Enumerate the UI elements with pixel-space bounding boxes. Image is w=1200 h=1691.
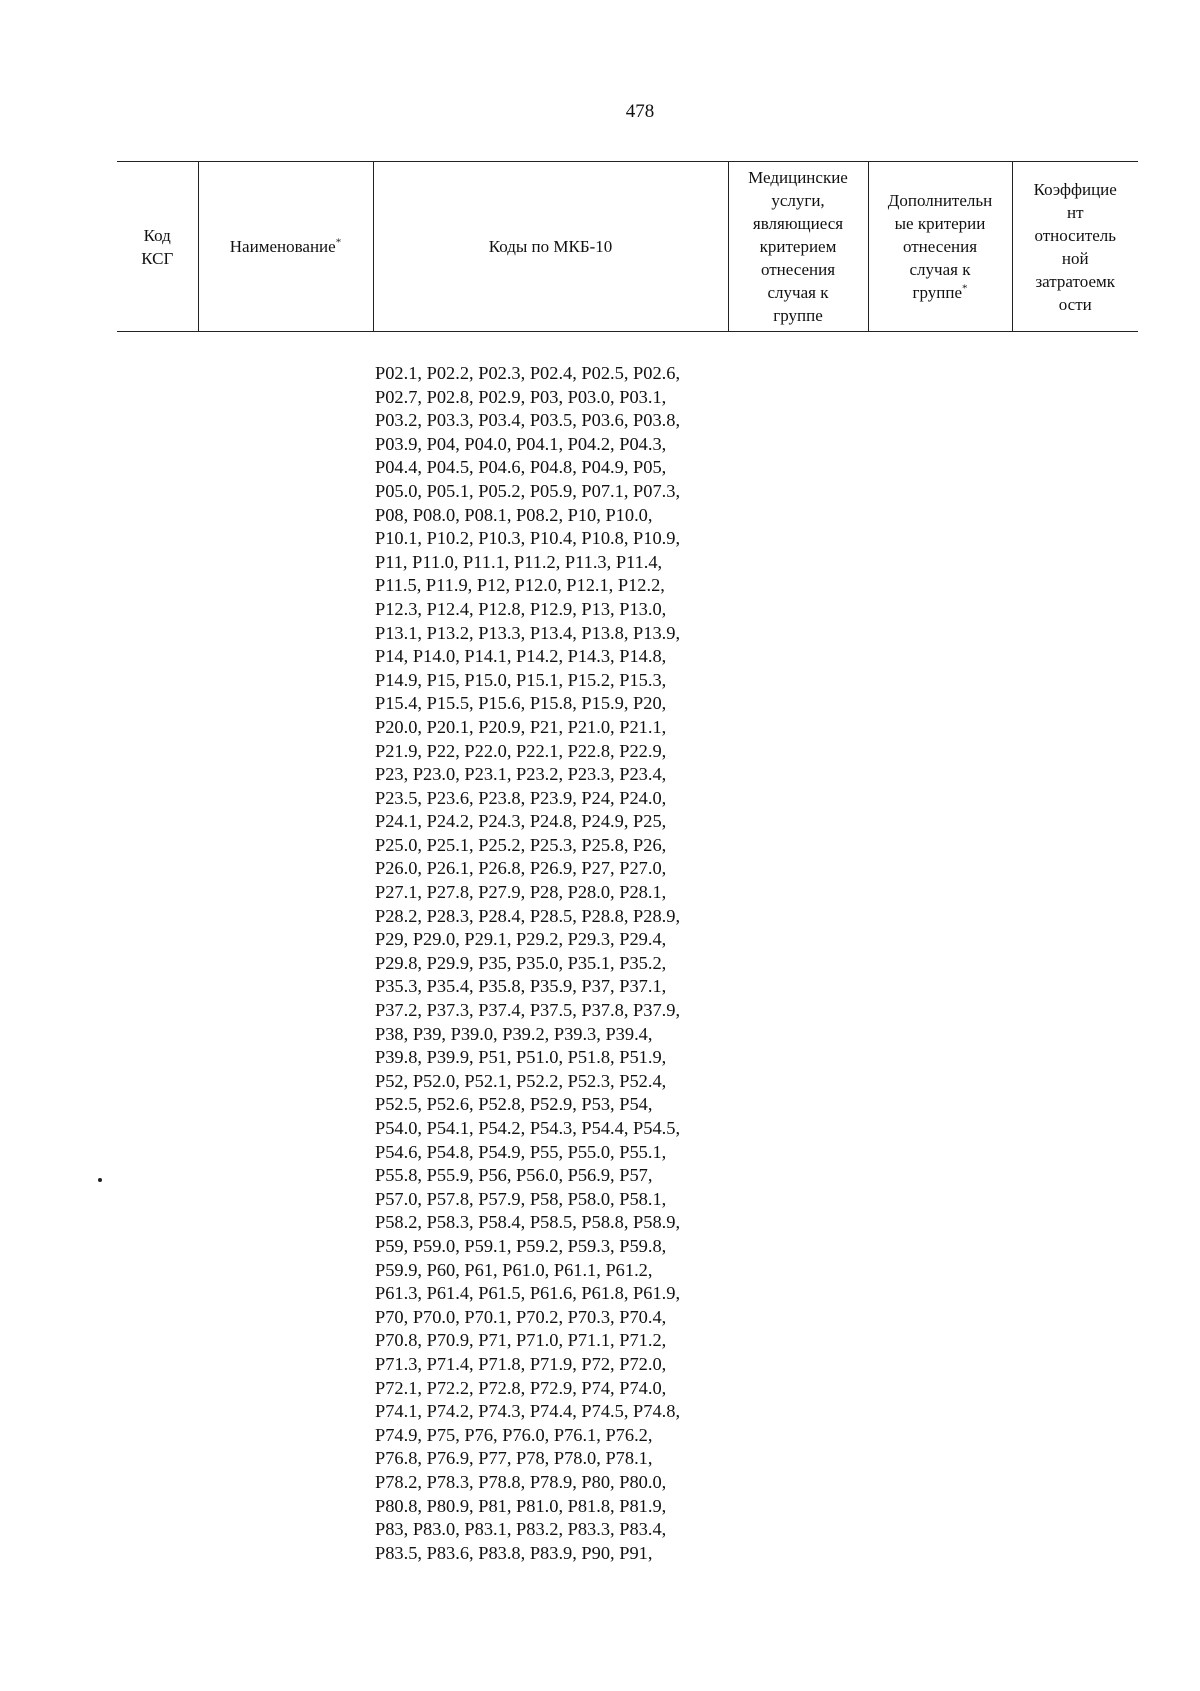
header-line: ые критерии xyxy=(894,214,986,233)
header-line: услуги, xyxy=(771,191,825,210)
header-name-footnote-mark: * xyxy=(335,236,342,249)
mkb-code-line: P08, P08.0, P08.1, P08.2, P10, P10.0, xyxy=(375,504,653,525)
mkb-code-line: P10.1, P10.2, P10.3, P10.4, P10.8, P10.9, xyxy=(375,528,681,549)
mkb-code-line: P55.8, P55.9, P56, P56.0, P56.9, P57, xyxy=(375,1165,653,1186)
mkb-code-line: P14, P14.0, P14.1, P14.2, P14.3, P14.8, xyxy=(375,646,667,667)
page-number: 478 xyxy=(625,101,655,122)
header-medical-services-lines xyxy=(731,166,866,327)
header-line: критерием xyxy=(759,237,837,256)
mkb-code-line: P74.9, P75, P76, P76.0, P76.1, P76.2, xyxy=(375,1424,653,1445)
mkb-code-line: P74.1, P74.2, P74.3, P74.4, P74.5, P74.8, xyxy=(375,1401,681,1422)
header-line: группе xyxy=(773,306,823,325)
ksg-table xyxy=(117,161,1138,332)
header-line: ости xyxy=(1058,294,1092,314)
header-line: нт xyxy=(1066,202,1084,222)
header-mkb-codes-label: Коды по МКБ-10 xyxy=(488,237,613,256)
mkb-code-line: P14.9, P15, P15.0, P15.1, P15.2, P15.3, xyxy=(375,669,667,690)
mkb-code-line: P37.2, P37.3, P37.4, P37.5, P37.8, P37.9, xyxy=(375,1000,681,1021)
mkb-code-line: P21.9, P22, P22.0, P22.1, P22.8, P22.9, xyxy=(375,740,667,761)
mkb-code-line: P25.0, P25.1, P25.2, P25.3, P25.8, P26, xyxy=(375,834,667,855)
mkb-code-line: P20.0, P20.1, P20.9, P21, P21.0, P21.1, xyxy=(375,716,667,737)
header-coefficient xyxy=(1012,162,1138,332)
footnote-mark: * xyxy=(962,282,968,295)
mkb-code-line: P35.3, P35.4, P35.8, P35.9, P37, P37.1, xyxy=(375,976,667,997)
mkb-code-line: P54.6, P54.8, P54.9, P55, P55.0, P55.1, xyxy=(375,1141,667,1162)
header-line: Медицинские xyxy=(748,168,848,187)
mkb-code-line: P59, P59.0, P59.1, P59.2, P59.3, P59.8, xyxy=(375,1235,667,1256)
header-medical-services xyxy=(728,162,868,332)
header-line: Код xyxy=(143,225,171,245)
header-line: случая к xyxy=(909,260,971,279)
mkb-code-line: P70, P70.0, P70.1, P70.2, P70.3, P70.4, xyxy=(375,1306,667,1327)
mkb-code-line: P29.8, P29.9, P35, P35.0, P35.1, P35.2, xyxy=(375,952,667,973)
mkb-code-line: P78.2, P78.3, P78.8, P78.9, P80, P80.0, xyxy=(375,1471,667,1492)
mkb-code-line: P15.4, P15.5, P15.6, P15.8, P15.9, P20, xyxy=(375,693,667,714)
header-line: относитель xyxy=(1034,225,1117,245)
mkb-code-line: P29, P29.0, P29.1, P29.2, P29.3, P29.4, xyxy=(375,929,667,950)
mkb-code-line: P05.0, P05.1, P05.2, P05.9, P07.1, P07.3, xyxy=(375,480,681,501)
mkb-code-line: P72.1, P72.2, P72.8, P72.9, P74, P74.0, xyxy=(375,1377,667,1398)
header-line: КСГ xyxy=(141,248,174,268)
mkb-code-line: P02.7, P02.8, P02.9, P03, P03.0, P03.1, xyxy=(375,386,667,407)
mkb-code-line: P23, P23.0, P23.1, P23.2, P23.3, P23.4, xyxy=(375,764,667,785)
mkb-code-line: P38, P39, P39.0, P39.2, P39.3, P39.4, xyxy=(375,1023,653,1044)
mkb-code-line: P52.5, P52.6, P52.8, P52.9, P53, P54, xyxy=(375,1094,653,1115)
mkb-code-line: P58.2, P58.3, P58.4, P58.5, P58.8, P58.9, xyxy=(375,1212,681,1233)
mkb-code-line: P76.8, P76.9, P77, P78, P78.0, P78.1, xyxy=(375,1448,653,1469)
header-line: ной xyxy=(1061,248,1089,268)
header-name xyxy=(198,162,373,332)
mkb-code-line: P24.1, P24.2, P24.3, P24.8, P24.9, P25, xyxy=(375,811,667,832)
header-line: Коэффицие xyxy=(1033,179,1117,199)
mkb-code-line: P61.3, P61.4, P61.5, P61.6, P61.8, P61.9, xyxy=(375,1283,681,1304)
mkb-code-line: P11, P11.0, P11.1, P11.2, P11.3, P11.4, xyxy=(375,551,663,572)
header-line: Дополнительн xyxy=(887,191,993,210)
header-line: отнесения xyxy=(902,237,978,256)
mkb-code-line: P83.5, P83.6, P83.8, P83.9, P90, P91, xyxy=(375,1542,653,1563)
mkb-code-line: P03.9, P04, P04.0, P04.1, P04.2, P04.3, xyxy=(375,433,667,454)
mkb-code-line: P23.5, P23.6, P23.8, P23.9, P24, P24.0, xyxy=(375,787,667,808)
mkb-code-line: P59.9, P60, P61, P61.0, P61.1, P61.2, xyxy=(375,1259,653,1280)
mkb-code-line: P39.8, P39.9, P51, P51.0, P51.8, P51.9, xyxy=(375,1047,667,1068)
mkb-code-line: P03.2, P03.3, P03.4, P03.5, P03.6, P03.8, xyxy=(375,410,681,431)
header-code-ksg xyxy=(117,162,198,332)
mkb-code-line: P26.0, P26.1, P26.8, P26.9, P27, P27.0, xyxy=(375,858,667,879)
header-line: случая к xyxy=(767,283,829,302)
scan-speck xyxy=(98,1178,102,1182)
mkb-code-line: P52, P52.0, P52.1, P52.2, P52.3, P52.4, xyxy=(375,1070,667,1091)
header-mkb-codes xyxy=(373,162,728,332)
mkb-code-line: P11.5, P11.9, P12, P12.0, P12.1, P12.2, xyxy=(375,575,665,596)
mkb-code-line: P27.1, P27.8, P27.9, P28, P28.0, P28.1, xyxy=(375,882,667,903)
header-line: отнесения xyxy=(760,260,836,279)
mkb-code-line: P02.1, P02.2, P02.3, P02.4, P02.5, P02.6, xyxy=(375,363,681,383)
header-additional-criteria xyxy=(868,162,1012,332)
mkb-codes-list xyxy=(375,362,735,1565)
mkb-code-line: P12.3, P12.4, P12.8, P12.9, P13, P13.0, xyxy=(375,598,667,619)
header-name-label: Наименование xyxy=(229,237,336,256)
header-code-ksg-lines xyxy=(119,224,196,270)
header-line: затратоемк xyxy=(1035,271,1116,291)
header-row xyxy=(117,162,1138,332)
mkb-code-line: P71.3, P71.4, P71.8, P71.9, P72, P72.0, xyxy=(375,1353,667,1374)
mkb-code-line: P54.0, P54.1, P54.2, P54.3, P54.4, P54.5, xyxy=(375,1118,681,1138)
header-line: группе* xyxy=(912,282,968,302)
mkb-code-line: P13.1, P13.2, P13.3, P13.4, P13.8, P13.9, xyxy=(375,622,681,643)
mkb-code-line: P04.4, P04.5, P04.6, P04.8, P04.9, P05, xyxy=(375,457,667,478)
mkb-code-line: P57.0, P57.8, P57.9, P58, P58.0, P58.1, xyxy=(375,1188,667,1209)
mkb-code-line: P28.2, P28.3, P28.4, P28.5, P28.8, P28.9, xyxy=(375,905,681,926)
header-additional-criteria-lines xyxy=(871,189,1010,304)
header-coefficient-lines xyxy=(1015,178,1137,316)
mkb-code-line: P70.8, P70.9, P71, P71.0, P71.1, P71.2, xyxy=(375,1330,667,1351)
header-line: являющиеся xyxy=(752,214,844,233)
mkb-code-line: P83, P83.0, P83.1, P83.2, P83.3, P83.4, xyxy=(375,1519,667,1540)
mkb-code-line: P80.8, P80.9, P81, P81.0, P81.8, P81.9, xyxy=(375,1495,667,1516)
table-header xyxy=(117,162,1138,332)
